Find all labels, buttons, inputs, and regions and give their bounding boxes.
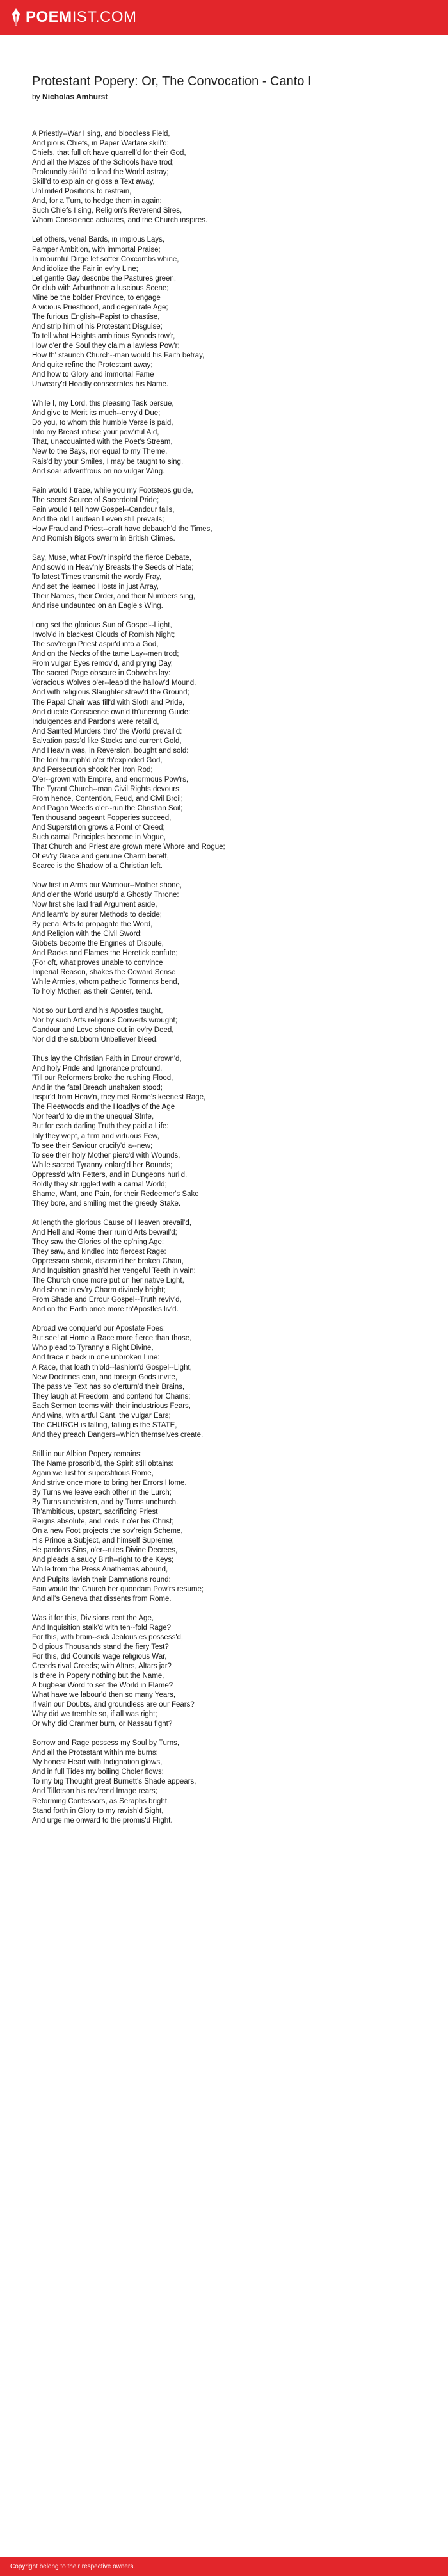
poem-stanza bbox=[32, 1006, 416, 1045]
poem-line: Of ev'ry Grace and genuine Charm bereft, bbox=[32, 853, 169, 861]
poem-line: Pamper Ambition, with immortal Praise; bbox=[32, 245, 161, 254]
poem-line: Again we lust for superstitious Rome, bbox=[32, 1470, 154, 1477]
poem-line: From vulgar Eyes remov'd, and prying Day, bbox=[32, 660, 173, 668]
poem-line: But for each darling Truth they paid a Life: bbox=[32, 1122, 169, 1131]
poem-line: And Superstition grows a Point of Creed; bbox=[32, 824, 165, 832]
poem-line: And on the Necks of the tame Lay--men trod; bbox=[32, 650, 179, 659]
poem-line: Inspir'd from Heav'n, they met Rome's keenest Rage, bbox=[32, 1094, 206, 1102]
poem-line: Or club with Arburthnott a luscious Scene; bbox=[32, 284, 169, 292]
poem-content bbox=[32, 73, 416, 1835]
poem-line: In mournful Dirge let softer Coxcombs whine, bbox=[32, 255, 179, 263]
poem-line: Reforming Confessors, as Seraphs bright, bbox=[32, 1797, 170, 1805]
poem-line: The Fleetwoods and the Hoadlys of the Age bbox=[32, 1103, 175, 1112]
poem-line: The sov'reign Priest aspir'd into a God, bbox=[32, 641, 159, 649]
poem-line: Rais'd by your Smiles, I may be taught to sing, bbox=[32, 457, 184, 466]
poem-line: Did pious Thousands stand the fiery Test? bbox=[32, 1643, 169, 1651]
poem-stanza bbox=[32, 1450, 416, 1604]
poem-line: And all the Mazes of the Schools have trod; bbox=[32, 159, 174, 167]
site-footer bbox=[0, 2557, 448, 2576]
poem-line: And Romish Bigots swarm in British Climes. bbox=[32, 534, 175, 543]
poem-line: And all's Geneva that dissents from Rome. bbox=[32, 1595, 172, 1603]
poem-stanza bbox=[32, 399, 416, 476]
poem-line: Boldly they struggled with a carnal World; bbox=[32, 1180, 167, 1188]
poem-line: And the old Laudean Leven still prevails; bbox=[32, 515, 164, 523]
poem-line: They laugh at Freedom, and contend for Chains; bbox=[32, 1392, 191, 1400]
poem-line: They saw, and kindled into fiercest Rage: bbox=[32, 1248, 166, 1256]
poem-line: For this, did Councils wage religious War, bbox=[32, 1652, 167, 1661]
poem-line: Unlimited Positions to restrain, bbox=[32, 188, 132, 196]
poem-line: Now first in Arms our Warriour--Mother shone, bbox=[32, 882, 182, 890]
poem-line: Long set the glorious Sun of Gospel--Light, bbox=[32, 621, 172, 630]
poem-line: Unweary'd Hoadly consecrates his Name. bbox=[32, 381, 169, 389]
poem-line: And Persecution shook her Iron Rod; bbox=[32, 766, 153, 774]
poem-stanza bbox=[32, 1324, 416, 1440]
poem-line: And all the Protestant within me burns: bbox=[32, 1749, 158, 1757]
poem-line: Let gentle Gay describe the Pastures green, bbox=[32, 274, 177, 283]
poem-line: He pardons Sins, o'er--rules Divine Decrees, bbox=[32, 1546, 178, 1555]
poem-line: His Prince a Subject, and himself Supreme; bbox=[32, 1537, 174, 1545]
poem-line: To see their holy Mother pierc'd with Wounds, bbox=[32, 1151, 180, 1160]
poem-line: Who plead to Tyranny a Right Divine, bbox=[32, 1344, 154, 1352]
poem-line: At length the glorious Cause of Heaven prevail'd, bbox=[32, 1218, 191, 1227]
poem-line: Whom Conscience actuates, and the Church inspires. bbox=[32, 217, 208, 225]
poem-line: While Armies, whom pathetic Torments bend, bbox=[32, 978, 179, 986]
poem-line: They saw the Glories of the op'ning Age; bbox=[32, 1238, 164, 1246]
poem-line: And idolize the Fair in ev'ry Line; bbox=[32, 265, 138, 273]
logo-wordmark bbox=[26, 10, 137, 25]
poem-line: From Shade and Errour Gospel--Truth reviv'd, bbox=[32, 1296, 182, 1304]
poem-line: And sow'd in Heav'nly Breasts the Seeds of Hate; bbox=[32, 563, 194, 571]
poem-line: By Turns we leave each other in the Lurch; bbox=[32, 1489, 172, 1497]
poem-line: On a new Foot projects the sov'reign Scheme, bbox=[32, 1527, 183, 1536]
poem-title: Protestant Popery: Or, The Convocation - Canto I bbox=[32, 74, 312, 88]
poem-line: Let others, venal Bards, in impious Lays, bbox=[32, 236, 165, 244]
poem-line: What have we labour'd then so many Years, bbox=[32, 1691, 176, 1700]
poem-line: The furious English--Papist to chastise, bbox=[32, 313, 160, 321]
poem-line: While sacred Tyranny enlarg'd her Bounds; bbox=[32, 1161, 173, 1169]
poem-line: To tell what Heights ambitious Synods tow'r, bbox=[32, 332, 175, 340]
poem-line: Still in our Albion Popery remains; bbox=[32, 1450, 142, 1458]
poem-line: Involv'd in blackest Clouds of Romish Night; bbox=[32, 631, 175, 639]
poem-line: And Hell and Rome their ruin'd Arts bewail'd; bbox=[32, 1228, 177, 1236]
poem-line: The CHURCH is falling, falling is the STATE, bbox=[32, 1421, 177, 1429]
poem-line: A Race, that loath th'old--fashion'd Gospel--Light, bbox=[32, 1363, 192, 1372]
poem-line: The Tyrant Church--man Civil Rights devours: bbox=[32, 785, 182, 793]
poem-line: Indulgences and Pardons were retail'd, bbox=[32, 718, 159, 726]
poem-line: Nor by such Arts religious Converts wrought; bbox=[32, 1016, 177, 1024]
poem-line: Th'ambitious, upstart, sacrificing Priest bbox=[32, 1508, 158, 1516]
poem-byline bbox=[32, 92, 416, 101]
poem-line: Nor did the stubborn Unbeliever bleed. bbox=[32, 1036, 158, 1044]
poem-line: The Name proscrib'd, the Spirit still obtains: bbox=[32, 1459, 174, 1468]
poem-line: And Sainted Murders thro' the World prevail'd: bbox=[32, 727, 182, 735]
poem-line: They bore, and smiling met the greedy Stake. bbox=[32, 1199, 181, 1208]
poem-line: To my big Thought great Burnett's Shade appears, bbox=[32, 1778, 196, 1786]
poem-line: Thus lay the Christian Faith in Errour drown'd, bbox=[32, 1055, 182, 1063]
poem-line: Voracious Wolves o'er--leap'd the hallow'd Mound, bbox=[32, 679, 196, 687]
poem-line: And strive once more to bring her Errors Home. bbox=[32, 1479, 187, 1488]
poem-line: And rise undaunted on an Eagle's Wing. bbox=[32, 602, 163, 611]
poem-line: And soar advent'rous on no vulgar Wing. bbox=[32, 467, 165, 475]
poem-line: Skill'd to explain or gloss a Text away, bbox=[32, 178, 155, 186]
poem-line: Or why did Cranmer burn, or Nassau fight? bbox=[32, 1720, 173, 1728]
poem-line: And they preach Dangers--which themselves create. bbox=[32, 1431, 204, 1439]
poem-line: Oppression shook, disarm'd her broken Chain, bbox=[32, 1258, 184, 1266]
poem-line: And Inquisition gnash'd her vengeful Teeth in vain; bbox=[32, 1267, 196, 1276]
poem-line: And Heav'n was, in Reversion, bought and sold: bbox=[32, 746, 189, 755]
poem-line: Sorrow and Rage possess my Soul by Turns, bbox=[32, 1739, 180, 1748]
poem-stanza bbox=[32, 1739, 416, 1825]
poem-line: And in full Tides my boiling Choler flows: bbox=[32, 1768, 164, 1776]
poem-line: Mine be the bolder Province, to engage bbox=[32, 293, 161, 302]
poem-line: And Inquisition stalk'd with ten--fold Rage? bbox=[32, 1623, 171, 1632]
poem-line: That, unacquainted with the Poet's Stream, bbox=[32, 438, 173, 447]
poem-line: And give to Merit its much--envy'd Due; bbox=[32, 409, 161, 418]
poem-line: And quite refine the Protestant away; bbox=[32, 361, 153, 370]
poem-stanza bbox=[32, 881, 416, 997]
poem-stanza bbox=[32, 1054, 416, 1209]
poem-line: Say, Muse, what Pow'r inspir'd the fierce Debate, bbox=[32, 554, 191, 562]
poem-stanza bbox=[32, 235, 416, 390]
poem-line: O'er--grown with Empire, and enormous Pow'rs, bbox=[32, 775, 189, 783]
poem-line: And strip him of his Protestant Disguise; bbox=[32, 322, 163, 331]
poem-line: Salvation pass'd like Stocks and current Gold, bbox=[32, 737, 182, 745]
poem-line: My honest Heart with Indignation glows, bbox=[32, 1759, 163, 1767]
poem-line: That Church and Priest are grown mere Whore and Rogue; bbox=[32, 843, 225, 851]
poem-line: And pleads a saucy Birth--right to the Keys; bbox=[32, 1556, 174, 1564]
poem-line: How th' staunch Church--man would his Faith betray, bbox=[32, 352, 205, 360]
poem-line: And pious Chiefs, in Paper Warfare skill'd; bbox=[32, 140, 169, 148]
poem-line: And Racks and Flames the Heretick confute; bbox=[32, 949, 178, 957]
poem-line: And learn'd by surer Methods to decide; bbox=[32, 910, 162, 919]
poem-line: Scarce is the Shadow of a Christian left. bbox=[32, 862, 163, 871]
site-header bbox=[0, 0, 448, 35]
poem-line: Not so our Lord and his Apostles taught, bbox=[32, 1006, 163, 1015]
logo-rest: IST.COM bbox=[72, 8, 137, 26]
poem-line: For this, with brain--sick Jealousies possess'd, bbox=[32, 1633, 184, 1641]
pen-nib-icon bbox=[12, 8, 20, 26]
poem-line: A Priestly--War I sing, and bloodless Field, bbox=[32, 130, 170, 138]
poem-line: Reigns absolute, and lords it o'er his Christ; bbox=[32, 1518, 174, 1526]
poem-line: By Turns unchristen, and by Turns unchurch. bbox=[32, 1498, 179, 1507]
poem-line: Chiefs, that full oft have quarrell'd for their God, bbox=[32, 149, 186, 158]
poem-line: Candour and Love shone out in ev'ry Deed, bbox=[32, 1026, 174, 1035]
poem-line: Each Sermon teems with their industrious Fears, bbox=[32, 1402, 191, 1410]
poem-line: 'Till our Reformers broke the rushing Flood, bbox=[32, 1074, 173, 1083]
poem-line: Such carnal Principles become in Vogue, bbox=[32, 833, 166, 842]
poem-line: Abroad we conquer'd our Apostate Foes: bbox=[32, 1325, 166, 1333]
poem-stanza bbox=[32, 486, 416, 544]
poem-line: Inly they wept, a firm and virtuous Few, bbox=[32, 1132, 159, 1140]
poem-line: How o'er the Soul they claim a lawless Pow'r; bbox=[32, 341, 180, 350]
poem-stanza bbox=[32, 1614, 416, 1730]
poem-line: While from the Press Anathemas abound, bbox=[32, 1566, 168, 1574]
poem-body bbox=[32, 129, 416, 1826]
poem-line: The passive Text has so o'erturn'd their Brains, bbox=[32, 1382, 185, 1391]
poem-line: Into my Breast infuse your pow'rful Aid, bbox=[32, 429, 159, 437]
poem-line: And Religion with the Civil Sword; bbox=[32, 930, 142, 938]
poem-line: And how to Glory and immortal Fame bbox=[32, 371, 154, 379]
poem-line: And Pulpits lavish their Damnations round: bbox=[32, 1575, 171, 1584]
poem-line: Ten thousand pageant Fopperies succeed, bbox=[32, 814, 172, 823]
poem-line: To holy Mother, as their Center, tend. bbox=[32, 987, 152, 996]
poem-line: Stand forth in Glory to my ravish'd Sight, bbox=[32, 1807, 164, 1815]
copyright-notice: Copyright belong to their respective owners. bbox=[10, 2563, 136, 2570]
poem-line: Is there in Popery nothing but the Name, bbox=[32, 1671, 164, 1680]
poem-line: And wins, with artful Cant, the vulgar Ears; bbox=[32, 1411, 171, 1420]
poem-line: And shone in ev'ry Charm divinely bright; bbox=[32, 1286, 166, 1295]
poem-line: Such Chiefs I sing, Religion's Reverend Sires, bbox=[32, 207, 182, 215]
poem-line: New Doctrines coin, and foreign Gods invite, bbox=[32, 1373, 177, 1381]
poem-line: And holy Pride and Ignorance profound, bbox=[32, 1065, 163, 1073]
poem-line: The secret Source of Sacerdotal Pride; bbox=[32, 496, 159, 504]
poem-line: Was it for this, Divisions rent the Age, bbox=[32, 1614, 154, 1622]
poem-line: Imperial Reason, shakes the Coward Sense bbox=[32, 968, 176, 976]
poem-line: Shame, Want, and Pain, for their Redeemer's Sake bbox=[32, 1190, 199, 1198]
poem-line: And Tillotson his rev'rend Image rears; bbox=[32, 1787, 157, 1796]
poem-line: Fain would the Church her quondam Pow'rs resume; bbox=[32, 1585, 204, 1593]
poem-line: Creeds rival Creeds; with Altars, Altars jar? bbox=[32, 1662, 172, 1670]
poem-line: Now first she laid frail Argument aside, bbox=[32, 901, 157, 909]
poem-line: (For oft, what proves unable to convince bbox=[32, 958, 163, 967]
poem-line: How Fraud and Priest--craft have debauch'd the Times, bbox=[32, 525, 212, 533]
poem-line: To latest Times transmit the wordy Fray, bbox=[32, 573, 162, 581]
poem-line: Oppress'd with Fetters, and in Dungeons hurl'd, bbox=[32, 1170, 188, 1179]
poem-line: While I, my Lord, this pleasing Task persue, bbox=[32, 400, 174, 408]
poem-line: A bugbear Word to set the World in Flame? bbox=[32, 1681, 173, 1689]
poem-line: From hence, Contention, Feud, and Civil Broil; bbox=[32, 795, 183, 803]
poem-stanza bbox=[32, 1218, 416, 1315]
poem-line: Their Names, their Order, and their Numbers sing, bbox=[32, 593, 196, 601]
poem-line: Fain would I trace, while you my Footsteps guide, bbox=[32, 486, 193, 495]
poem-line: If vain our Doubts, and groundless are our Fears? bbox=[32, 1701, 195, 1709]
poem-line: And urge me onward to the promis'd Flight. bbox=[32, 1816, 173, 1825]
poem-line: And on the Earth once more th'Apostles liv'd. bbox=[32, 1306, 179, 1314]
logo-bold: POEM bbox=[26, 8, 72, 26]
poem-line: Profoundly skill'd to lead the World astray; bbox=[32, 168, 169, 177]
poem-line: And with religious Slaughter strew'd the Ground; bbox=[32, 689, 189, 697]
poem-line: To see their Saviour crucify'd a--new; bbox=[32, 1142, 153, 1150]
poem-line: Why did we tremble so, if all was right; bbox=[32, 1710, 157, 1719]
poem-line: Gibbets become the Engines of Dispute, bbox=[32, 939, 164, 948]
poem-line: And in the fatal Breach unshaken stood; bbox=[32, 1084, 163, 1092]
poem-line: And trace it back in one unbroken Line: bbox=[32, 1354, 160, 1362]
poem-line: Do you, to whom this humble Verse is paid, bbox=[32, 419, 173, 427]
poem-line: And ductile Conscience own'd th'unerring Guide: bbox=[32, 708, 191, 716]
poem-line: By penal Arts to propagate the Word, bbox=[32, 920, 153, 928]
poem-stanza bbox=[32, 621, 416, 871]
poem-line: The Church once more put on her native Light, bbox=[32, 1277, 184, 1285]
poem-line: A vicious Priesthood, and degen'rate Age; bbox=[32, 303, 168, 311]
poem-line: And set the learned Hosts in just Array, bbox=[32, 583, 159, 591]
poem-line: The sacred Page obscure in Cobwebs lay: bbox=[32, 669, 171, 678]
poem-line: And Pagan Weeds o'er--run the Christian Soil; bbox=[32, 805, 183, 813]
poem-line: And o'er the World usurp'd a Ghostly Throne: bbox=[32, 891, 179, 899]
poem-line: The Papal Chair was fill'd with Sloth and Pride, bbox=[32, 698, 185, 707]
poem-stanza bbox=[32, 129, 416, 226]
poem-line: Nor fear'd to die in the unequal Strife, bbox=[32, 1113, 154, 1121]
poem-line: And, for a Turn, to hedge them in again: bbox=[32, 197, 162, 206]
poem-line: But see! at Home a Race more fierce than those, bbox=[32, 1334, 192, 1343]
site-logo[interactable] bbox=[12, 8, 137, 26]
poem-line: New to the Bays, nor equal to my Theme, bbox=[32, 448, 168, 456]
poem-line: The Idol triumph'd o'er th'exploded God, bbox=[32, 756, 163, 764]
poem-stanza bbox=[32, 554, 416, 611]
poem-line: Fain would I tell how Gospel--Candour fails, bbox=[32, 505, 175, 514]
byline-prefix: by bbox=[32, 92, 40, 101]
poem-author[interactable]: Nicholas Amhurst bbox=[42, 92, 108, 101]
